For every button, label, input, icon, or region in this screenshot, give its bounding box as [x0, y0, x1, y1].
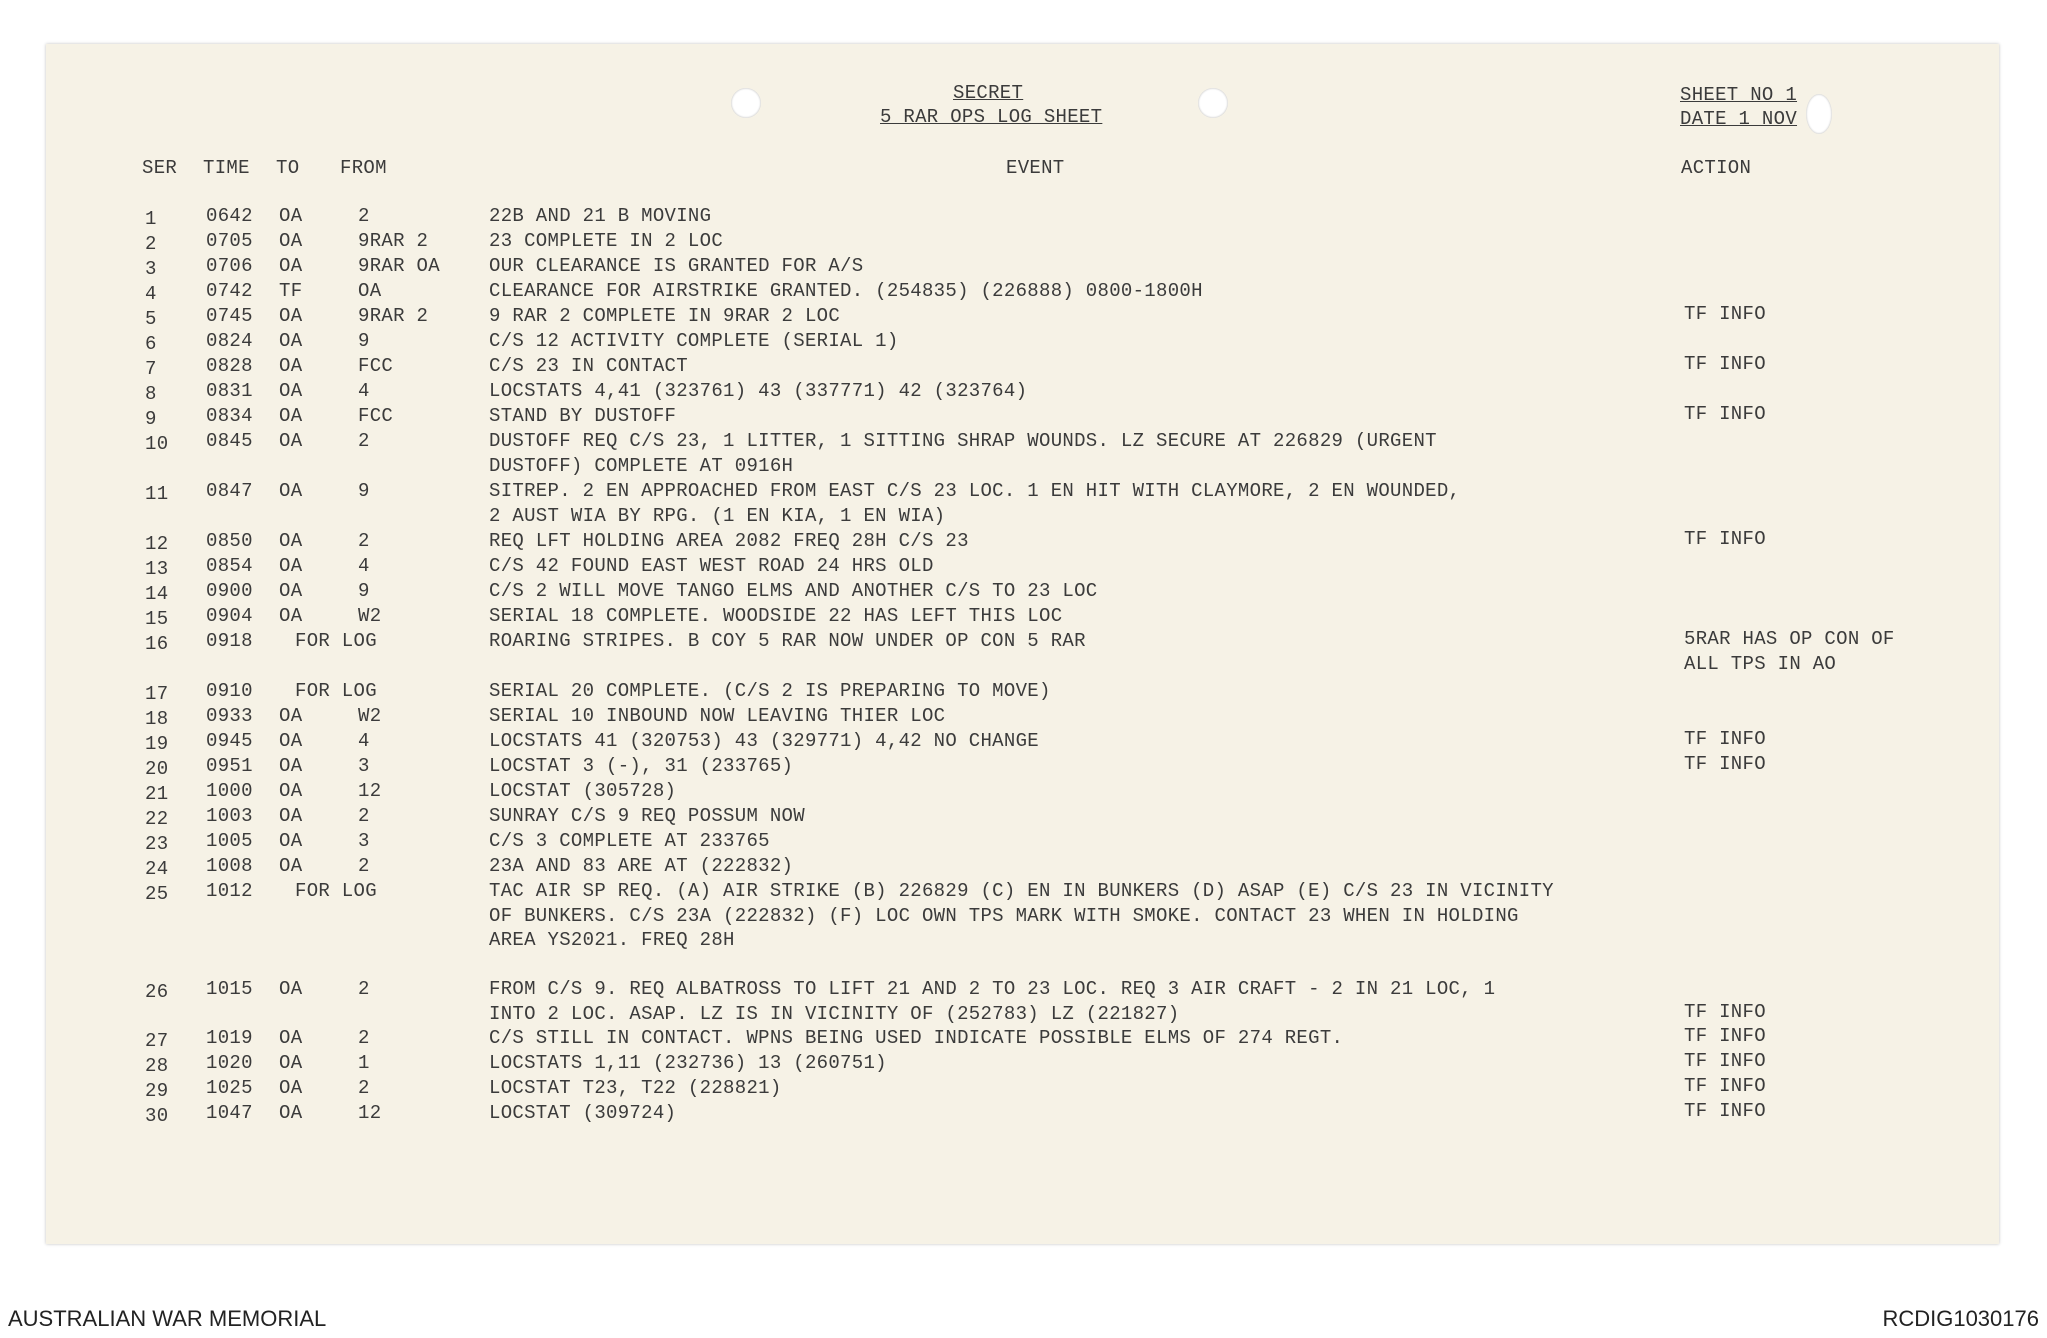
row-to: OA	[279, 1052, 303, 1074]
row-event-line: 22B AND 21 B MOVING	[489, 205, 712, 227]
row-time: 1047	[206, 1102, 253, 1124]
row-from: 9RAR OA	[358, 255, 440, 277]
row-to: OA	[279, 978, 303, 1000]
row-time: 1008	[206, 855, 253, 877]
row-event-line: CLEARANCE FOR AIRSTRIKE GRANTED. (254835) (226888) 0800-1800H	[489, 280, 1203, 302]
punch-hole-left	[731, 88, 761, 118]
row-from: 4	[358, 730, 370, 752]
row-to: OA	[279, 255, 303, 277]
row-from: FCC	[358, 405, 394, 427]
row-to: FOR LOG	[295, 680, 377, 702]
row-time: 0845	[206, 430, 253, 452]
row-serial: 29	[145, 1080, 169, 1102]
row-action-line: ALL TPS IN AO	[1684, 652, 1837, 675]
row-time: 0828	[206, 355, 253, 377]
row-to: OA	[279, 405, 303, 427]
row-to: OA	[279, 330, 303, 352]
row-event-line: SERIAL 20 COMPLETE. (C/S 2 IS PREPARING TO MOVE)	[489, 680, 1051, 702]
row-to: OA	[279, 430, 303, 452]
row-event-line: SUNRAY C/S 9 REQ POSSUM NOW	[489, 805, 805, 827]
row-action-line: TF INFO	[1684, 303, 1766, 325]
row-action-line: 5RAR HAS OP CON OF	[1684, 628, 1895, 650]
row-serial: 11	[145, 483, 169, 505]
row-time: 0854	[206, 555, 253, 577]
row-event-line: INTO 2 LOC. ASAP. LZ IS IN VICINITY OF (252783) LZ (221827)	[489, 1002, 1180, 1025]
row-serial: 28	[145, 1055, 169, 1077]
row-action-line: TF INFO	[1684, 1100, 1766, 1122]
row-time: 0951	[206, 755, 253, 777]
row-from: 2	[358, 1027, 370, 1049]
row-event-line: 9 RAR 2 COMPLETE IN 9RAR 2 LOC	[489, 305, 841, 327]
row-from: 2	[358, 978, 370, 1000]
punch-hole-corner	[1806, 94, 1832, 134]
document-title: 5 RAR OPS LOG SHEET	[880, 106, 1103, 128]
row-action-line: TF INFO	[1684, 528, 1766, 550]
footer-left: AUSTRALIAN WAR MEMORIAL	[8, 1306, 327, 1331]
row-to: OA	[279, 730, 303, 752]
row-to: OA	[279, 805, 303, 827]
row-serial: 7	[145, 358, 157, 380]
row-to: OA	[279, 780, 303, 802]
row-action-line: TF INFO	[1684, 353, 1766, 375]
row-time: 0834	[206, 405, 253, 427]
row-serial: 22	[145, 808, 169, 830]
row-to: OA	[279, 555, 303, 577]
row-from: 2	[358, 1077, 370, 1099]
row-event-line: DUSTOFF REQ C/S 23, 1 LITTER, 1 SITTING SHRAP WOUNDS. LZ SECURE AT 226829 (URGENT	[489, 430, 1437, 452]
row-serial: 16	[145, 633, 169, 655]
row-from: 9RAR 2	[358, 305, 429, 327]
row-from: 2	[358, 430, 370, 452]
row-from: 2	[358, 530, 370, 552]
row-event-line: OUR CLEARANCE IS GRANTED FOR A/S	[489, 255, 864, 277]
row-serial: 12	[145, 533, 169, 555]
row-event-line: TAC AIR SP REQ. (A) AIR STRIKE (B) 226829 (C) EN IN BUNKERS (D) ASAP (E) C/S 23 IN VICINITY	[489, 880, 1554, 902]
row-serial: 8	[145, 383, 157, 405]
row-time: 0642	[206, 205, 253, 227]
row-serial: 1	[145, 208, 157, 230]
row-event-line: C/S 23 IN CONTACT	[489, 355, 688, 377]
row-from: 3	[358, 830, 370, 852]
row-to: OA	[279, 1077, 303, 1099]
row-from: 9	[358, 480, 370, 502]
row-serial: 26	[145, 981, 169, 1003]
row-from: 2	[358, 805, 370, 827]
row-serial: 4	[145, 283, 157, 305]
sheet-date: DATE 1 NOV	[1680, 108, 1798, 130]
row-event-line: LOCSTATS 1,11 (232736) 13 (260751)	[489, 1052, 887, 1074]
row-serial: 6	[145, 333, 157, 355]
row-from: 9	[358, 580, 370, 602]
row-time: 0945	[206, 730, 253, 752]
row-serial: 2	[145, 233, 157, 255]
row-event-line: DUSTOFF) COMPLETE AT 0916H	[489, 454, 794, 477]
row-serial: 15	[145, 608, 169, 630]
row-time: 0904	[206, 605, 253, 627]
row-time: 0900	[206, 580, 253, 602]
row-serial: 23	[145, 833, 169, 855]
row-from: FCC	[358, 355, 394, 377]
row-serial: 21	[145, 783, 169, 805]
row-event-line: 2 AUST WIA BY RPG. (1 EN KIA, 1 EN WIA)	[489, 504, 946, 527]
col-header-time: TIME	[203, 157, 250, 179]
row-to: OA	[279, 755, 303, 777]
col-header-from: FROM	[340, 157, 387, 179]
row-to: OA	[279, 580, 303, 602]
row-time: 1020	[206, 1052, 253, 1074]
row-serial: 3	[145, 258, 157, 280]
row-time: 0918	[206, 630, 253, 652]
row-time: 0706	[206, 255, 253, 277]
row-time: 0705	[206, 230, 253, 252]
row-event-line: 23A AND 83 ARE AT (222832)	[489, 855, 794, 877]
row-to: OA	[279, 830, 303, 852]
row-event-line: LOCSTAT 3 (-), 31 (233765)	[489, 755, 794, 777]
row-event-line: AREA YS2021. FREQ 28H	[489, 929, 735, 952]
row-event-line: FROM C/S 9. REQ ALBATROSS TO LIFT 21 AND 2 TO 23 LOC. REQ 3 AIR CRAFT - 2 IN 21 LOC, 1	[489, 978, 1496, 1000]
row-event-line: C/S 3 COMPLETE AT 233765	[489, 830, 770, 852]
row-time: 1015	[206, 978, 253, 1000]
row-action-line: TF INFO	[1684, 1000, 1766, 1023]
row-to: OA	[279, 605, 303, 627]
footer-right: RCDIG1030176	[1882, 1306, 2039, 1331]
row-to: OA	[279, 1027, 303, 1049]
row-event-line: LOCSTATS 4,41 (323761) 43 (337771) 42 (323764)	[489, 380, 1028, 402]
row-time: 0910	[206, 680, 253, 702]
row-event-line: SITREP. 2 EN APPROACHED FROM EAST C/S 23 LOC. 1 EN HIT WITH CLAYMORE, 2 EN WOUNDED,	[489, 480, 1461, 502]
row-from: W2	[358, 605, 382, 627]
row-event-line: C/S 12 ACTIVITY COMPLETE (SERIAL 1)	[489, 330, 899, 352]
row-to: OA	[279, 230, 303, 252]
row-from: 3	[358, 755, 370, 777]
row-from: W2	[358, 705, 382, 727]
row-serial: 24	[145, 858, 169, 880]
row-to: OA	[279, 380, 303, 402]
row-serial: 17	[145, 683, 169, 705]
row-from: 1	[358, 1052, 370, 1074]
row-serial: 14	[145, 583, 169, 605]
row-time: 0850	[206, 530, 253, 552]
row-time: 0824	[206, 330, 253, 352]
row-time: 0742	[206, 280, 253, 302]
row-event-line: 23 COMPLETE IN 2 LOC	[489, 230, 724, 252]
row-serial: 9	[145, 408, 157, 430]
row-to: FOR LOG	[295, 630, 377, 652]
row-time: 1000	[206, 780, 253, 802]
row-from: 4	[358, 555, 370, 577]
row-to: OA	[279, 480, 303, 502]
sheet-number: SHEET NO 1	[1680, 84, 1798, 106]
row-event-line: SERIAL 18 COMPLETE. WOODSIDE 22 HAS LEFT THIS LOC	[489, 605, 1063, 627]
col-header-event: EVENT	[1006, 157, 1065, 179]
row-from: 9RAR 2	[358, 230, 429, 252]
row-time: 0745	[206, 305, 253, 327]
row-time: 0831	[206, 380, 253, 402]
row-serial: 25	[145, 883, 169, 905]
row-to: OA	[279, 705, 303, 727]
row-serial: 27	[145, 1030, 169, 1052]
col-header-action: ACTION	[1681, 157, 1752, 179]
row-serial: 10	[145, 433, 169, 455]
row-to: OA	[279, 530, 303, 552]
row-from: 2	[358, 205, 370, 227]
row-to: OA	[279, 355, 303, 377]
row-to: OA	[279, 205, 303, 227]
row-serial: 5	[145, 308, 157, 330]
row-serial: 30	[145, 1105, 169, 1127]
row-time: 1025	[206, 1077, 253, 1099]
row-to: OA	[279, 855, 303, 877]
row-from: 12	[358, 780, 382, 802]
row-event-line: LOCSTAT (305728)	[489, 780, 677, 802]
row-to: FOR LOG	[295, 880, 377, 902]
row-time: 1012	[206, 880, 253, 902]
col-header-to: TO	[276, 157, 300, 179]
row-from: 4	[358, 380, 370, 402]
row-action-line: TF INFO	[1684, 1050, 1766, 1072]
row-to: OA	[279, 305, 303, 327]
row-event-line: C/S STILL IN CONTACT. WPNS BEING USED INDICATE POSSIBLE ELMS OF 274 REGT.	[489, 1027, 1344, 1049]
row-time: 1005	[206, 830, 253, 852]
row-serial: 20	[145, 758, 169, 780]
row-event-line: LOCSTAT (309724)	[489, 1102, 677, 1124]
classification-marking: SECRET	[953, 82, 1024, 104]
row-to: TF	[279, 280, 303, 302]
row-time: 1003	[206, 805, 253, 827]
col-header-ser: SER	[142, 157, 178, 179]
row-action-line: TF INFO	[1684, 1025, 1766, 1047]
row-from: 2	[358, 855, 370, 877]
row-from: 12	[358, 1102, 382, 1124]
row-time: 0933	[206, 705, 253, 727]
row-event-line: STAND BY DUSTOFF	[489, 405, 677, 427]
row-event-line: SERIAL 10 INBOUND NOW LEAVING THIER LOC	[489, 705, 946, 727]
row-event-line: LOCSTAT T23, T22 (228821)	[489, 1077, 782, 1099]
row-serial: 19	[145, 733, 169, 755]
row-action-line: TF INFO	[1684, 728, 1766, 750]
row-from: 9	[358, 330, 370, 352]
row-time: 1019	[206, 1027, 253, 1049]
row-to: OA	[279, 1102, 303, 1124]
row-event-line: OF BUNKERS. C/S 23A (222832) (F) LOC OWN TPS MARK WITH SMOKE. CONTACT 23 WHEN IN HOLDING	[489, 904, 1519, 927]
row-action-line: TF INFO	[1684, 403, 1766, 425]
row-event-line: ROARING STRIPES. B COY 5 RAR NOW UNDER OP CON 5 RAR	[489, 630, 1086, 652]
row-event-line: C/S 42 FOUND EAST WEST ROAD 24 HRS OLD	[489, 555, 934, 577]
row-serial: 18	[145, 708, 169, 730]
row-event-line: C/S 2 WILL MOVE TANGO ELMS AND ANOTHER C/S TO 23 LOC	[489, 580, 1098, 602]
row-action-line: TF INFO	[1684, 1075, 1766, 1097]
row-action-line: TF INFO	[1684, 753, 1766, 775]
row-time: 0847	[206, 480, 253, 502]
row-from: OA	[358, 280, 382, 302]
row-serial: 13	[145, 558, 169, 580]
row-event-line: REQ LFT HOLDING AREA 2082 FREQ 28H C/S 23	[489, 530, 969, 552]
punch-hole-right	[1198, 88, 1228, 118]
row-event-line: LOCSTATS 41 (320753) 43 (329771) 4,42 NO CHANGE	[489, 730, 1039, 752]
